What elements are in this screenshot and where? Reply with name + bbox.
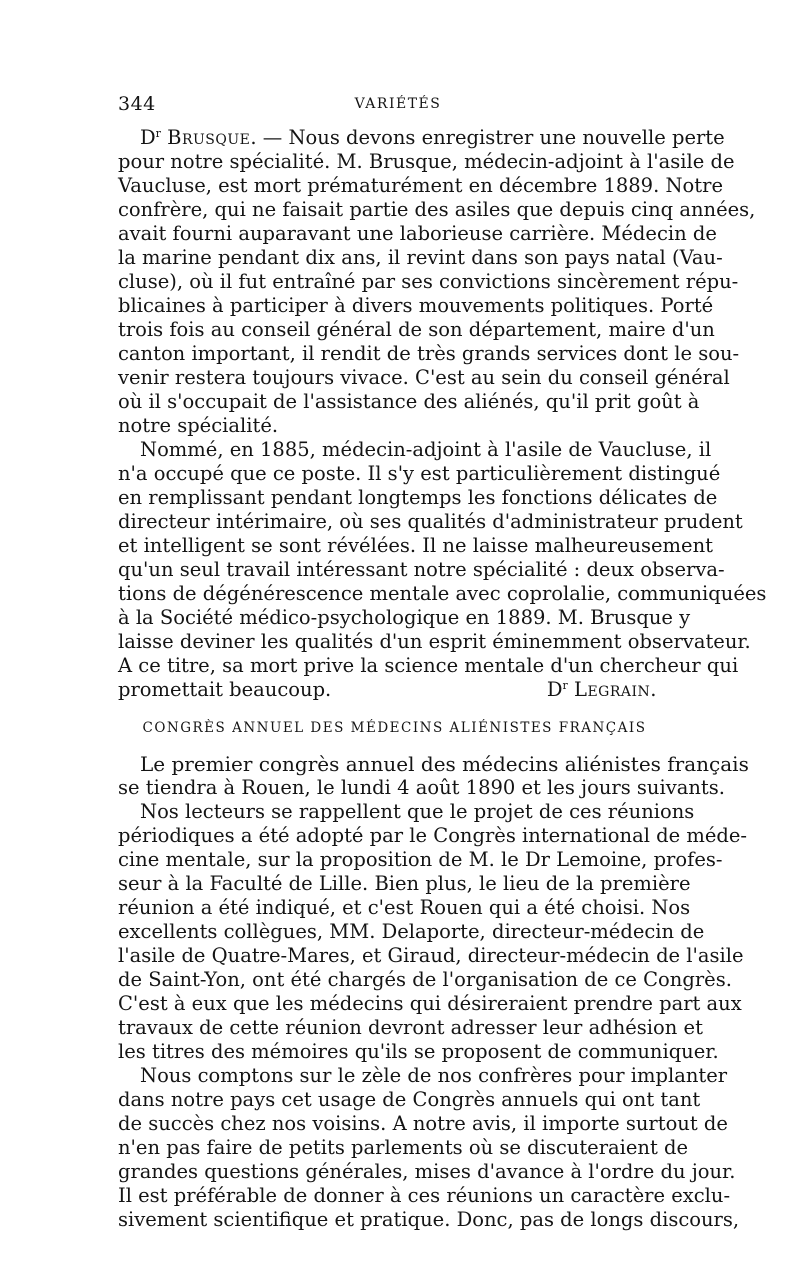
congress-line: Le premier congrès annuel des médecins aliénistes français: [140, 752, 749, 776]
obituary-signature: $D^r$ Legrain.: [546, 678, 657, 701]
congress-line: périodiques a été adopté par le Congrès international de méde-: [118, 824, 748, 847]
obituary-line: laisse deviner les qualités d'un esprit éminemment observateur.: [118, 630, 751, 653]
congress-line: grandes questions générales, mises d'avance à l'ordre du jour.: [118, 1160, 736, 1183]
obituary-line: avait fourni auparavant une laborieuse carrière. Médecin de: [118, 222, 717, 245]
page-number: 344: [118, 93, 156, 115]
section-heading: CONGRÈS ANNUEL DES MÉDECINS ALIÉNISTES FRANÇAIS: [142, 720, 647, 736]
obituary-signature-name: Legrain.: [574, 678, 657, 701]
congress-line: de succès chez nos voisins. A notre avis, il importe surtout de: [118, 1112, 728, 1135]
obituary-line: à la Société médico-psychologique en 1889. M. Brusque y: [118, 606, 691, 629]
obituary-title-prefix: $D^r$: [140, 126, 161, 149]
running-head: [118, 93, 678, 119]
running-title: VARIÉTÉS: [354, 96, 442, 112]
obituary-line: tions de dégénérescence mentale avec coprolalie, communiquées: [118, 582, 767, 605]
obituary-line: Nommé, en 1885, médecin-adjoint à l'asile de Vaucluse, il: [140, 438, 712, 461]
obituary-line: confrère, qui ne faisait partie des asiles que depuis cinq années,: [118, 198, 756, 221]
congress-line: C'est à eux que les médecins qui désireraient prendre part aux: [118, 992, 742, 1015]
obituary-closing-line: [118, 678, 671, 702]
obituary-title-line: [118, 126, 725, 150]
obituary-line: cluse), où il fut entraîné par ses convictions sincèrement répu-: [118, 270, 739, 293]
congress-line: se tiendra à Rouen, le lundi 4 août 1890 et les jours suivants.: [118, 776, 725, 799]
obituary-line: n'a occupé que ce poste. Il s'y est particulièrement distingué: [118, 462, 721, 485]
obituary-line: blicaines à participer à divers mouvements politiques. Porté: [118, 294, 714, 317]
obituary-line: qu'un seul travail intéressant notre spécialité : deux observa-: [118, 558, 725, 581]
obituary-line: canton important, il rendit de très grands services dont le sou-: [118, 342, 740, 365]
congress-line: excellents collègues, MM. Delaporte, directeur-médecin de: [118, 920, 705, 943]
obituary-line: la marine pendant dix ans, il revint dans son pays natal (Vau-: [118, 246, 723, 269]
congress-line: cine mentale, sur la proposition de M. le Dr Lemoine, profes-: [118, 848, 723, 871]
obituary-line: pour notre spécialité. M. Brusque, médecin-adjoint à l'asile de: [118, 150, 735, 173]
congress-line: Il est préférable de donner à ces réunions un caractère exclu-: [118, 1184, 731, 1207]
obituary-line: Vaucluse, est mort prématurément en décembre 1889. Notre: [118, 174, 723, 197]
obituary-line: A ce titre, sa mort prive la science mentale d'un chercheur qui: [118, 654, 739, 677]
congress-line: l'asile de Quatre-Mares, et Giraud, directeur-médecin de l'asile: [118, 944, 744, 967]
obituary-line: notre spécialité.: [118, 414, 279, 437]
congress-line: sivement scientifique et pratique. Donc, pas de longs discours,: [118, 1208, 740, 1231]
obituary-line: où il s'occupait de l'assistance des aliénés, qu'il prit goût à: [118, 390, 700, 413]
obituary-line: directeur intérimaire, où ses qualités d'administrateur prudent: [118, 510, 743, 533]
obituary-first-line-text: . — Nous devons enregistrer une nouvelle perte: [250, 126, 725, 149]
obituary-line: venir restera toujours vivace. C'est au sein du conseil général: [118, 366, 730, 389]
obituary-title-name: Brusque: [167, 126, 251, 149]
congress-line: réunion a été indiqué, et c'est Rouen qui a été choisi. Nos: [118, 896, 691, 919]
congress-line: les titres des mémoires qu'ils se proposent de communiquer.: [118, 1040, 719, 1063]
congress-line: n'en pas faire de petits parlements où se discuteraient de: [118, 1136, 689, 1159]
page-body: [118, 126, 767, 1232]
obituary-line: trois fois au conseil général de son département, maire d'un: [118, 318, 715, 341]
congress-line: dans notre pays cet usage de Congrès annuels qui ont tant: [118, 1088, 701, 1111]
congress-line: seur à la Faculté de Lille. Bien plus, le lieu de la première: [118, 872, 691, 895]
obituary-line: et intelligent se sont révélées. Il ne laisse malheureusement: [118, 534, 713, 557]
congress-line: Nos lecteurs se rappellent que le projet de ces réunions: [140, 800, 695, 823]
obituary-closing-text: promettait beaucoup.: [118, 678, 332, 701]
congress-line: Nous comptons sur le zèle de nos confrères pour implanter: [140, 1064, 728, 1087]
obituary-line: en remplissant pendant longtemps les fonctions délicates de: [118, 486, 718, 509]
congress-line: de Saint-Yon, ont été chargés de l'organisation de ce Congrès.: [118, 968, 732, 991]
congress-line: travaux de cette réunion devront adresser leur adhésion et: [118, 1016, 703, 1039]
